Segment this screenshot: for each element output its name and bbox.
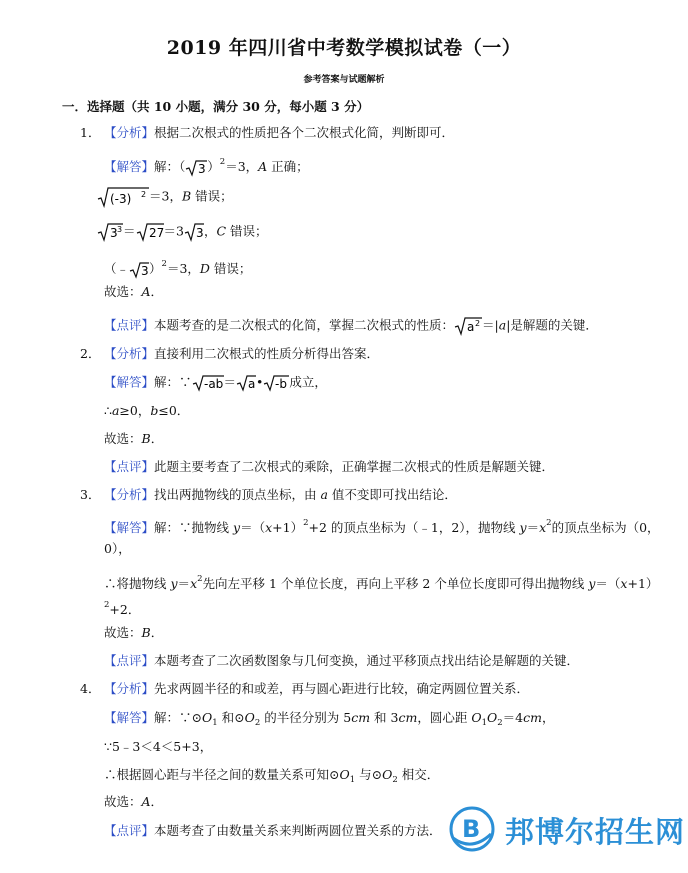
- text: ，圆心距: [417, 710, 472, 725]
- variable: b: [150, 403, 159, 418]
- q3-comment: [104, 653, 579, 669]
- variable: x: [190, 576, 198, 591]
- radicand: 3: [195, 226, 204, 240]
- text: 解：（: [154, 159, 186, 174]
- choice-letter: A: [141, 794, 151, 809]
- variable: x: [620, 576, 628, 591]
- text: ．: [150, 625, 164, 640]
- text: 解：∵: [154, 374, 192, 390]
- text: 解：∵抛物线: [154, 520, 233, 535]
- q1-answer-line-1: [104, 154, 309, 177]
- q2-answer-line-1: [104, 374, 327, 392]
- watermark-logo-icon: [447, 804, 497, 854]
- option-letter: A: [258, 159, 268, 174]
- comment-text: 此题主要考查了二次根式的乘除，正确掌握二次根式的性质是解题关键．: [154, 459, 555, 474]
- comment-text: 本题考查了由数量关系来判断两圆位置关系的方法．: [154, 823, 442, 838]
- q4-answer-line-2: [104, 739, 212, 755]
- exponent: 2: [546, 518, 552, 528]
- radicand: (-3): [110, 192, 132, 206]
- variable: x: [539, 520, 547, 535]
- q3-answer-line-2-cont: [104, 597, 140, 618]
- text: 错误；: [209, 261, 252, 276]
- radicand: 27: [148, 226, 164, 240]
- text: 故选：: [104, 794, 142, 809]
- variable: O: [244, 710, 255, 725]
- text: 值不变即可找出结论．: [327, 487, 457, 502]
- comment-tag: 【点评】: [104, 317, 155, 333]
- radical: [236, 374, 256, 392]
- analysis-tag: 【分析】: [104, 125, 155, 140]
- answer-tag: 【解答】: [104, 159, 155, 174]
- text: ＝3，: [225, 159, 259, 174]
- exponent: 2: [303, 518, 309, 528]
- subscript: 1: [212, 718, 218, 728]
- answer-tag: 【解答】: [104, 520, 155, 535]
- q4-analysis: [80, 681, 529, 697]
- variable: O: [202, 710, 213, 725]
- radicand: a: [248, 377, 256, 391]
- radical: [263, 374, 289, 392]
- text: ．: [150, 284, 164, 299]
- page-title: 2019 年四川省中考数学模拟试卷（一）: [166, 37, 522, 59]
- text: •: [256, 374, 264, 390]
- subscript: 1: [349, 775, 356, 785]
- q2-answer-line-2: [104, 403, 189, 419]
- radical: [97, 222, 123, 242]
- option-letter: D: [199, 261, 210, 276]
- q3-answer-line-1: [104, 515, 660, 536]
- variable: O: [471, 710, 482, 725]
- radicand: 3: [141, 263, 149, 278]
- variable: a: [111, 403, 120, 418]
- comment-tag: 【点评】: [104, 653, 155, 668]
- text: ）: [207, 159, 220, 174]
- option-letter: C: [216, 223, 227, 239]
- text: ，: [203, 223, 217, 239]
- text: ≥0，: [119, 403, 151, 418]
- radicand: -ab: [203, 377, 223, 391]
- text: 和 3: [370, 710, 399, 725]
- unit: cm: [351, 710, 371, 725]
- section-heading: 一．选择题（共 10 小题，满分 30 分，每小题 3 分）: [62, 99, 370, 114]
- text: 故选：: [104, 284, 142, 299]
- text: 正确；: [267, 159, 309, 174]
- text: +2．: [109, 602, 141, 617]
- subscript: 2: [392, 775, 398, 785]
- text: 错误；: [191, 188, 233, 204]
- page-subtitle: 参考答案与试题解析: [303, 75, 385, 85]
- subscript: 2: [254, 718, 261, 728]
- q3-choice: [104, 625, 163, 641]
- answer-tag: 【解答】: [104, 710, 155, 725]
- radicand: a: [467, 320, 475, 334]
- exponent: 2: [161, 259, 167, 269]
- text: ∴: [104, 403, 112, 418]
- exponent: 2: [219, 157, 226, 167]
- q1-answer-line-2: [97, 186, 233, 208]
- choice-letter: A: [141, 284, 151, 299]
- text: +1）: [272, 520, 304, 535]
- text: 的半径分别为 5: [260, 710, 352, 725]
- question-number: 1．: [80, 125, 101, 140]
- comment-tag: 【点评】: [104, 823, 155, 838]
- watermark: [447, 802, 686, 860]
- text: ∴根据圆心距与半径之间的数量关系可知⊙: [104, 767, 340, 782]
- text: 错误；: [226, 223, 268, 239]
- text: ）: [149, 261, 162, 276]
- variable: a: [320, 487, 328, 502]
- exponent: 2: [475, 319, 481, 328]
- text: 0），: [104, 541, 131, 556]
- q4-comment: [104, 823, 442, 839]
- variable: O: [486, 710, 498, 725]
- q1-choice: [104, 284, 163, 300]
- analysis-tag: 【分析】: [104, 681, 155, 696]
- answer-tag: 【解答】: [104, 374, 155, 390]
- q4-answer-line-3: [104, 767, 439, 788]
- text: |是解题的关键．: [506, 317, 598, 333]
- q2-choice: [104, 431, 163, 447]
- text: 相交．: [397, 767, 440, 782]
- text: ＝|: [482, 317, 499, 333]
- analysis-text: 直接利用二次根式的性质分析得出答案．: [154, 346, 380, 361]
- exponent: 3: [117, 225, 123, 234]
- variable: y: [233, 520, 241, 535]
- choice-letter: B: [141, 625, 151, 640]
- variable: x: [265, 520, 273, 535]
- text: ＝3，: [166, 261, 200, 276]
- q4-answer-line-1: [104, 710, 554, 731]
- q3-answer-line-1-cont: [104, 541, 131, 557]
- text: ＝: [223, 374, 237, 390]
- radicand: 3: [110, 226, 118, 240]
- radicand: 3: [198, 161, 206, 176]
- text: ＝（: [595, 576, 621, 591]
- choice-letter: B: [141, 431, 151, 446]
- question-number: 2．: [80, 346, 101, 361]
- text: ∵5﹣3＜4＜5+3，: [104, 739, 213, 754]
- unit: cm: [523, 710, 542, 725]
- text: +2 的顶点坐标为（﹣1，2），抛物线: [308, 520, 520, 535]
- text: 和⊙: [217, 710, 245, 725]
- option-letter: B: [181, 188, 192, 204]
- analysis-text: 先求两圆半径的和或差，再与圆心距进行比较，确定两圆位置关系．: [154, 681, 530, 696]
- radical: [192, 374, 224, 392]
- variable: y: [170, 576, 178, 591]
- text: ＝: [123, 223, 136, 239]
- variable: O: [382, 767, 393, 782]
- watermark-text: 邦博尔招生网: [505, 815, 686, 849]
- radical: [454, 316, 482, 336]
- text: ＝: [526, 520, 540, 535]
- question-number: 3．: [80, 487, 101, 502]
- q3-analysis: [80, 487, 457, 503]
- q1-analysis: [80, 125, 454, 141]
- text: +1）: [627, 576, 659, 591]
- analysis-tag: 【分析】: [104, 487, 155, 502]
- svg-text:B: B: [462, 815, 481, 843]
- radical: [185, 159, 207, 177]
- unit: cm: [398, 710, 418, 725]
- q4-choice: [104, 794, 163, 810]
- analysis-text: 根据二次根式的性质把各个二次根式化简，判断即可．: [154, 125, 455, 140]
- text: 的顶点坐标为（0，: [551, 520, 660, 535]
- radical: [129, 261, 149, 279]
- text: 与⊙: [355, 767, 383, 782]
- comment-tag: 【点评】: [104, 459, 155, 474]
- text: ．: [150, 431, 164, 446]
- q1-comment: [104, 316, 598, 336]
- comment-text: 本题考查了二次函数图象与几何变换，通过平移顶点找出结论是解题的关键．: [154, 653, 580, 668]
- exponent: 2: [104, 600, 110, 610]
- q2-comment: [104, 459, 554, 475]
- variable: a: [498, 317, 507, 333]
- radical: [184, 222, 204, 242]
- radicand: -b: [275, 377, 288, 391]
- text: ≤0．: [158, 403, 190, 418]
- q1-answer-line-4: [104, 256, 251, 279]
- text: 成立，: [289, 374, 327, 390]
- text: ＝3: [163, 223, 184, 239]
- radical: [136, 222, 164, 242]
- variable: O: [339, 767, 350, 782]
- text: 解：∵⊙: [154, 710, 202, 725]
- q3-answer-line-2: [104, 571, 658, 592]
- text: ∴将抛物线: [104, 576, 171, 591]
- radical: [97, 186, 149, 208]
- text: 找出两抛物线的顶点坐标，由: [154, 487, 321, 502]
- text: 本题考查的是二次根式的化简，掌握二次根式的性质：: [154, 317, 455, 333]
- analysis-tag: 【分析】: [104, 346, 155, 361]
- text: ，: [541, 710, 555, 725]
- text: （﹣: [104, 261, 130, 276]
- text: ＝4: [502, 710, 524, 725]
- q1-answer-line-3: [97, 222, 268, 242]
- q2-analysis: [80, 346, 379, 362]
- variable: y: [519, 520, 527, 535]
- question-number: 4．: [80, 681, 101, 696]
- exponent: 2: [197, 574, 203, 584]
- text: ＝: [177, 576, 191, 591]
- variable: y: [588, 576, 596, 591]
- subscript: 2: [497, 718, 503, 728]
- text: 故选：: [104, 431, 142, 446]
- text: ＝（: [240, 520, 266, 535]
- text: ＝3，: [149, 188, 182, 204]
- exponent: 2: [141, 190, 147, 199]
- subscript: 1: [481, 718, 487, 728]
- text: 故选：: [104, 625, 142, 640]
- text: 先向左平移 1 个单位长度，再向上平移 2 个单位长度即可得出抛物线: [202, 576, 589, 591]
- text: ．: [150, 794, 164, 809]
